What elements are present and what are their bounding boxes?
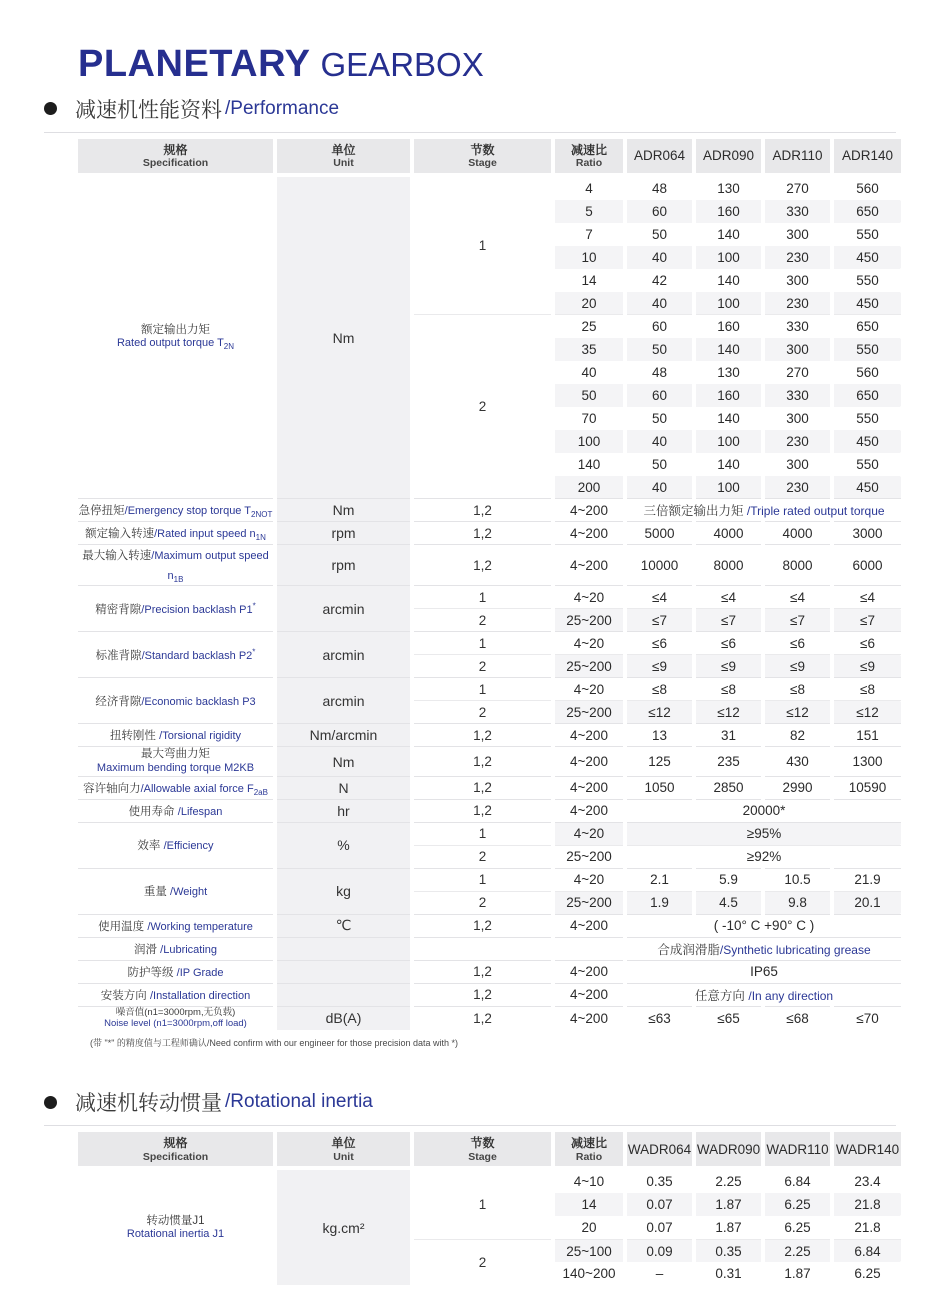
value-cell: 1.87 bbox=[694, 1216, 763, 1239]
ratio-cell: 4~10 bbox=[553, 1170, 625, 1193]
stage-cell: 1,2 bbox=[412, 724, 553, 747]
value-cell: 0.31 bbox=[694, 1262, 763, 1285]
stage-cell: 2 bbox=[412, 891, 553, 914]
ratio-cell: 200 bbox=[553, 476, 625, 499]
value-cell: 140 bbox=[694, 269, 763, 292]
datasheet-page bbox=[0, 44, 940, 1290]
value-cell: 21.9 bbox=[832, 868, 901, 891]
spec-label: 防护等级 /IP Grade bbox=[78, 960, 275, 983]
value-cell: 270 bbox=[763, 177, 832, 200]
ratio-cell: 25~200 bbox=[553, 891, 625, 914]
value-cell: ≤4 bbox=[625, 586, 694, 609]
ratio-cell: 40 bbox=[553, 361, 625, 384]
unit-cell: Nm/arcmin bbox=[275, 724, 412, 747]
value-cell: 450 bbox=[832, 476, 901, 499]
unit-cell: Nm bbox=[275, 499, 412, 522]
spec-label: 噪音值(n1=3000rpm,无负载) Noise level (n1=3000rpm,off load) bbox=[78, 1006, 275, 1030]
value-cell: 100 bbox=[694, 292, 763, 315]
ratio-cell: 4~20 bbox=[553, 632, 625, 655]
table-row bbox=[78, 776, 901, 799]
value-cell: 50 bbox=[625, 407, 694, 430]
spec-label: 效率 /Efficiency bbox=[78, 822, 275, 868]
stage-cell: 2 bbox=[412, 845, 553, 868]
section-title-zh: 减速机转动惯量 bbox=[75, 1092, 222, 1116]
value-cell: 160 bbox=[694, 315, 763, 338]
ratio-cell: 140~200 bbox=[553, 1262, 625, 1285]
spec-label: 最大弯曲力矩 Maximum bending torque M2KB bbox=[78, 747, 275, 776]
table-row bbox=[78, 983, 901, 1006]
ratio-cell: 4~200 bbox=[553, 499, 625, 522]
ratio-cell: 4~200 bbox=[553, 776, 625, 799]
stage-cell: 1,2 bbox=[412, 983, 553, 1006]
unit-cell: % bbox=[275, 822, 412, 868]
value-cell: ≤4 bbox=[763, 586, 832, 609]
value-cell: 10590 bbox=[832, 776, 901, 799]
stage-cell: 2 bbox=[412, 655, 553, 678]
table-row bbox=[78, 1170, 901, 1193]
ratio-cell: 4~200 bbox=[553, 1006, 625, 1030]
table-row bbox=[78, 545, 901, 586]
unit-cell: arcmin bbox=[275, 632, 412, 678]
value-cell: 1300 bbox=[832, 747, 901, 776]
ratio-cell: 140 bbox=[553, 453, 625, 476]
value-cell: 5000 bbox=[625, 522, 694, 545]
value-cell: ≤8 bbox=[832, 678, 901, 701]
spec-label: 重量 /Weight bbox=[78, 868, 275, 914]
span-value-cell: 任意方向 /In any direction bbox=[625, 983, 901, 1006]
value-cell: ≤7 bbox=[625, 609, 694, 632]
value-cell: 2990 bbox=[763, 776, 832, 799]
bullet-icon bbox=[44, 102, 57, 115]
value-cell: 100 bbox=[694, 430, 763, 453]
value-cell: 2.25 bbox=[763, 1239, 832, 1262]
value-cell: 160 bbox=[694, 384, 763, 407]
ratio-cell: 4~200 bbox=[553, 960, 625, 983]
value-cell: 60 bbox=[625, 315, 694, 338]
value-cell: 8000 bbox=[763, 545, 832, 586]
value-cell: 40 bbox=[625, 476, 694, 499]
value-cell: 2.25 bbox=[694, 1170, 763, 1193]
value-cell: 2850 bbox=[694, 776, 763, 799]
span-value-cell: IP65 bbox=[625, 960, 901, 983]
precision-footnote: (带 "*" 的精度值与工程师确认/Need confirm with our engineer for those precision data with *) bbox=[90, 1038, 459, 1049]
value-cell: 151 bbox=[832, 724, 901, 747]
unit-cell: kg bbox=[275, 868, 412, 914]
value-cell: 230 bbox=[763, 430, 832, 453]
value-cell: 330 bbox=[763, 200, 832, 223]
stage-cell: 2 bbox=[412, 609, 553, 632]
ratio-cell: 25~200 bbox=[553, 845, 625, 868]
value-cell: 31 bbox=[694, 724, 763, 747]
table-row bbox=[78, 632, 901, 655]
value-cell: ≤6 bbox=[694, 632, 763, 655]
value-cell: 60 bbox=[625, 200, 694, 223]
section-title-en: /Rotational inertia bbox=[225, 1091, 373, 1113]
value-cell: ≤7 bbox=[832, 609, 901, 632]
value-cell: 40 bbox=[625, 292, 694, 315]
value-cell: 270 bbox=[763, 361, 832, 384]
value-cell: ≤12 bbox=[694, 701, 763, 724]
spec-label: 安装方向 /Installation direction bbox=[78, 983, 275, 1006]
stage-cell bbox=[412, 937, 553, 960]
span-value-cell: 20000* bbox=[625, 799, 901, 822]
value-cell: ≤70 bbox=[832, 1006, 901, 1030]
ratio-cell: 4~200 bbox=[553, 724, 625, 747]
stage-cell: 1,2 bbox=[412, 1006, 553, 1030]
unit-cell: arcmin bbox=[275, 586, 412, 632]
value-cell: 550 bbox=[832, 338, 901, 361]
value-cell: 6.84 bbox=[832, 1239, 901, 1262]
value-cell: 6000 bbox=[832, 545, 901, 586]
value-cell: 8000 bbox=[694, 545, 763, 586]
spec-label: 额定输出力矩 Rated output torque $T_{2N}$ bbox=[78, 177, 275, 499]
value-cell: 6.25 bbox=[832, 1262, 901, 1285]
value-cell: 3000 bbox=[832, 522, 901, 545]
value-cell: 10000 bbox=[625, 545, 694, 586]
brand-title bbox=[78, 44, 940, 86]
stage-cell: 1 bbox=[412, 822, 553, 845]
value-cell: 330 bbox=[763, 384, 832, 407]
spec-label: 容许轴向力/Allowable axial force $F_{2aB}$ bbox=[78, 776, 275, 799]
value-cell: ≤6 bbox=[625, 632, 694, 655]
ratio-cell: 50 bbox=[553, 384, 625, 407]
brand-title-gearbox: GEARBOX bbox=[320, 46, 484, 83]
value-cell: 550 bbox=[832, 223, 901, 246]
header-model: WADR064 bbox=[625, 1132, 694, 1166]
stage-cell: 1,2 bbox=[412, 914, 553, 937]
value-cell: 2.1 bbox=[625, 868, 694, 891]
unit-cell: arcmin bbox=[275, 678, 412, 724]
value-cell: 300 bbox=[763, 223, 832, 246]
value-cell: ≤8 bbox=[694, 678, 763, 701]
span-value-cell: ≥92% bbox=[625, 845, 901, 868]
spec-label: 经济背隙/Economic backlash P3 bbox=[78, 678, 275, 724]
value-cell: 10.5 bbox=[763, 868, 832, 891]
value-cell: 13 bbox=[625, 724, 694, 747]
stage-cell: 2 bbox=[412, 1239, 553, 1285]
spec-label: 润滑 /Lubricating bbox=[78, 937, 275, 960]
rotational-inertia-table bbox=[78, 1132, 901, 1285]
value-cell: 40 bbox=[625, 246, 694, 269]
value-cell: 0.09 bbox=[625, 1239, 694, 1262]
header-ratio: 减速比 Ratio bbox=[553, 139, 625, 173]
table-row bbox=[78, 747, 901, 776]
value-cell: 450 bbox=[832, 430, 901, 453]
value-cell: 0.07 bbox=[625, 1193, 694, 1216]
value-cell: 300 bbox=[763, 338, 832, 361]
value-cell: 48 bbox=[625, 177, 694, 200]
header-unit: 单位 Unit bbox=[275, 1132, 412, 1166]
header-spec: 规格 Specification bbox=[78, 139, 275, 173]
table-header-row bbox=[78, 139, 901, 173]
bullet-icon bbox=[44, 1096, 57, 1109]
brand-title-planetary: PLANETARY bbox=[78, 43, 311, 85]
header-ratio: 减速比 Ratio bbox=[553, 1132, 625, 1166]
value-cell: 6.25 bbox=[763, 1216, 832, 1239]
stage-cell: 2 bbox=[412, 315, 553, 499]
unit-cell: rpm bbox=[275, 545, 412, 586]
value-cell: ≤12 bbox=[625, 701, 694, 724]
value-cell: – bbox=[625, 1262, 694, 1285]
value-cell: 650 bbox=[832, 384, 901, 407]
ratio-cell: 25~100 bbox=[553, 1239, 625, 1262]
stage-cell: 1,2 bbox=[412, 747, 553, 776]
value-cell: 550 bbox=[832, 269, 901, 292]
ratio-cell: 4~200 bbox=[553, 799, 625, 822]
ratio-cell: 25 bbox=[553, 315, 625, 338]
stage-cell: 1 bbox=[412, 868, 553, 891]
value-cell: 300 bbox=[763, 453, 832, 476]
ratio-cell: 14 bbox=[553, 1193, 625, 1216]
table-row bbox=[78, 1006, 901, 1030]
table-row bbox=[78, 799, 901, 822]
value-cell: ≤6 bbox=[763, 632, 832, 655]
unit-cell bbox=[275, 937, 412, 960]
span-value-cell: 三倍额定输出力矩 /Triple rated output torque bbox=[625, 499, 901, 522]
value-cell: 160 bbox=[694, 200, 763, 223]
value-cell: ≤12 bbox=[832, 701, 901, 724]
value-cell: 650 bbox=[832, 200, 901, 223]
ratio-cell: 100 bbox=[553, 430, 625, 453]
value-cell: ≤63 bbox=[625, 1006, 694, 1030]
value-cell: 650 bbox=[832, 315, 901, 338]
stage-cell: 1 bbox=[412, 177, 553, 315]
spec-label: 扭转刚性 /Torsional rigidity bbox=[78, 724, 275, 747]
value-cell: ≤6 bbox=[832, 632, 901, 655]
header-model: ADR140 bbox=[832, 139, 901, 173]
table-row bbox=[78, 822, 901, 845]
value-cell: 5.9 bbox=[694, 868, 763, 891]
value-cell: 4000 bbox=[763, 522, 832, 545]
stage-cell: 1 bbox=[412, 632, 553, 655]
unit-cell: kg.cm² bbox=[275, 1170, 412, 1285]
value-cell: 82 bbox=[763, 724, 832, 747]
value-cell: 50 bbox=[625, 453, 694, 476]
table-row bbox=[78, 499, 901, 522]
table-row bbox=[78, 724, 901, 747]
span-value-cell: ( -10° C +90° C ) bbox=[625, 914, 901, 937]
value-cell: ≤8 bbox=[763, 678, 832, 701]
value-cell: ≤7 bbox=[763, 609, 832, 632]
unit-cell: Nm bbox=[275, 747, 412, 776]
value-cell: 140 bbox=[694, 223, 763, 246]
stage-cell: 1 bbox=[412, 586, 553, 609]
value-cell: 560 bbox=[832, 361, 901, 384]
value-cell: 330 bbox=[763, 315, 832, 338]
value-cell: 450 bbox=[832, 292, 901, 315]
value-cell: 6.25 bbox=[763, 1193, 832, 1216]
value-cell: ≤9 bbox=[694, 655, 763, 678]
value-cell: 1.87 bbox=[763, 1262, 832, 1285]
value-cell: ≤12 bbox=[763, 701, 832, 724]
table-row bbox=[78, 914, 901, 937]
value-cell: ≤9 bbox=[832, 655, 901, 678]
spec-label: 转动惯量J1 Rotational inertia J1 bbox=[78, 1170, 275, 1285]
value-cell: 42 bbox=[625, 269, 694, 292]
unit-cell: Nm bbox=[275, 177, 412, 499]
value-cell: 560 bbox=[832, 177, 901, 200]
value-cell: 60 bbox=[625, 384, 694, 407]
value-cell: 21.8 bbox=[832, 1193, 901, 1216]
header-model: WADR090 bbox=[694, 1132, 763, 1166]
ratio-cell: 25~200 bbox=[553, 609, 625, 632]
value-cell: ≤4 bbox=[832, 586, 901, 609]
value-cell: ≤7 bbox=[694, 609, 763, 632]
header-unit: 单位 Unit bbox=[275, 139, 412, 173]
ratio-cell: 7 bbox=[553, 223, 625, 246]
value-cell: 4.5 bbox=[694, 891, 763, 914]
stage-cell: 2 bbox=[412, 701, 553, 724]
spec-label: 急停扭矩/Emergency stop torque $T_{2NOT}$ bbox=[78, 499, 275, 522]
value-cell: 230 bbox=[763, 292, 832, 315]
value-cell: 50 bbox=[625, 223, 694, 246]
stage-cell: 1,2 bbox=[412, 545, 553, 586]
value-cell: 1.87 bbox=[694, 1193, 763, 1216]
spec-label: 额定输入转速/Rated input speed $n_{1N}$ bbox=[78, 522, 275, 545]
ratio-cell bbox=[553, 937, 625, 960]
unit-cell: N bbox=[275, 776, 412, 799]
spec-label: 标准背隙/Standard backlash P2* bbox=[78, 632, 275, 678]
ratio-cell: 4~20 bbox=[553, 678, 625, 701]
value-cell: 300 bbox=[763, 269, 832, 292]
table-row bbox=[78, 522, 901, 545]
value-cell: 140 bbox=[694, 407, 763, 430]
performance-table-container bbox=[78, 139, 940, 1031]
value-cell: 23.4 bbox=[832, 1170, 901, 1193]
ratio-cell: 4~20 bbox=[553, 586, 625, 609]
value-cell: 140 bbox=[694, 338, 763, 361]
value-cell: 140 bbox=[694, 453, 763, 476]
value-cell: 100 bbox=[694, 246, 763, 269]
ratio-cell: 35 bbox=[553, 338, 625, 361]
ratio-cell: 4 bbox=[553, 177, 625, 200]
value-cell: ≤68 bbox=[763, 1006, 832, 1030]
value-cell: 21.8 bbox=[832, 1216, 901, 1239]
header-model: ADR090 bbox=[694, 139, 763, 173]
value-cell: 300 bbox=[763, 407, 832, 430]
table-row bbox=[78, 937, 901, 960]
value-cell: 20.1 bbox=[832, 891, 901, 914]
value-cell: 550 bbox=[832, 407, 901, 430]
value-cell: ≤4 bbox=[694, 586, 763, 609]
ratio-cell: 4~200 bbox=[553, 747, 625, 776]
value-cell: 230 bbox=[763, 476, 832, 499]
value-cell: 6.84 bbox=[763, 1170, 832, 1193]
ratio-cell: 25~200 bbox=[553, 655, 625, 678]
value-cell: ≤65 bbox=[694, 1006, 763, 1030]
value-cell: 1.9 bbox=[625, 891, 694, 914]
span-value-cell: 合成润滑脂/Synthetic lubricating grease bbox=[625, 937, 901, 960]
ratio-cell: 5 bbox=[553, 200, 625, 223]
value-cell: 550 bbox=[832, 453, 901, 476]
section-header-performance bbox=[44, 94, 896, 133]
ratio-cell: 25~200 bbox=[553, 701, 625, 724]
spec-label: 使用温度 /Working temperature bbox=[78, 914, 275, 937]
value-cell: 130 bbox=[694, 361, 763, 384]
section-title-zh: 减速机性能资料 bbox=[75, 98, 222, 122]
value-cell: 230 bbox=[763, 246, 832, 269]
header-stage: 节数 Stage bbox=[412, 139, 553, 173]
value-cell: 4000 bbox=[694, 522, 763, 545]
table-row bbox=[78, 868, 901, 891]
ratio-cell: 10 bbox=[553, 246, 625, 269]
ratio-cell: 4~200 bbox=[553, 545, 625, 586]
section-header-rotational-inertia bbox=[44, 1087, 896, 1126]
stage-cell: 1 bbox=[412, 1170, 553, 1239]
ratio-cell: 20 bbox=[553, 1216, 625, 1239]
table-header-row bbox=[78, 1132, 901, 1166]
section-title-en: /Performance bbox=[225, 97, 340, 119]
value-cell: 50 bbox=[625, 338, 694, 361]
value-cell: ≤8 bbox=[625, 678, 694, 701]
stage-cell: 1,2 bbox=[412, 776, 553, 799]
ratio-cell: 70 bbox=[553, 407, 625, 430]
value-cell: 0.35 bbox=[625, 1170, 694, 1193]
span-value-cell: ≥95% bbox=[625, 822, 901, 845]
value-cell: ≤9 bbox=[625, 655, 694, 678]
table-row bbox=[78, 960, 901, 983]
header-model: WADR140 bbox=[832, 1132, 901, 1166]
value-cell: 48 bbox=[625, 361, 694, 384]
value-cell: 130 bbox=[694, 177, 763, 200]
ratio-cell: 4~200 bbox=[553, 522, 625, 545]
ratio-cell: 20 bbox=[553, 292, 625, 315]
ratio-cell: 4~200 bbox=[553, 983, 625, 1006]
value-cell: 40 bbox=[625, 430, 694, 453]
value-cell: ≤9 bbox=[763, 655, 832, 678]
ratio-cell: 4~20 bbox=[553, 868, 625, 891]
ratio-cell: 14 bbox=[553, 269, 625, 292]
ratio-cell: 4~20 bbox=[553, 822, 625, 845]
ratio-cell: 4~200 bbox=[553, 914, 625, 937]
header-stage: 节数 Stage bbox=[412, 1132, 553, 1166]
rotational-inertia-table-container bbox=[78, 1132, 940, 1285]
unit-cell bbox=[275, 960, 412, 983]
stage-cell: 1,2 bbox=[412, 799, 553, 822]
performance-table bbox=[78, 139, 901, 1031]
value-cell: 9.8 bbox=[763, 891, 832, 914]
value-cell: 430 bbox=[763, 747, 832, 776]
table-row bbox=[78, 177, 901, 200]
value-cell: 235 bbox=[694, 747, 763, 776]
header-model: ADR110 bbox=[763, 139, 832, 173]
stage-cell: 1,2 bbox=[412, 499, 553, 522]
spec-label: 使用寿命 /Lifespan bbox=[78, 799, 275, 822]
table-row bbox=[78, 678, 901, 701]
spec-label: 精密背隙/Precision backlash P1* bbox=[78, 586, 275, 632]
value-cell: 450 bbox=[832, 246, 901, 269]
header-model: ADR064 bbox=[625, 139, 694, 173]
unit-cell: ℃ bbox=[275, 914, 412, 937]
unit-cell: hr bbox=[275, 799, 412, 822]
unit-cell: dB(A) bbox=[275, 1006, 412, 1030]
unit-cell: rpm bbox=[275, 522, 412, 545]
value-cell: 0.07 bbox=[625, 1216, 694, 1239]
unit-cell bbox=[275, 983, 412, 1006]
stage-cell: 1,2 bbox=[412, 960, 553, 983]
value-cell: 1050 bbox=[625, 776, 694, 799]
value-cell: 0.35 bbox=[694, 1239, 763, 1262]
header-model: WADR110 bbox=[763, 1132, 832, 1166]
stage-cell: 1 bbox=[412, 678, 553, 701]
value-cell: 125 bbox=[625, 747, 694, 776]
stage-cell: 1,2 bbox=[412, 522, 553, 545]
value-cell: 100 bbox=[694, 476, 763, 499]
header-spec: 规格 Specification bbox=[78, 1132, 275, 1166]
table-row bbox=[78, 586, 901, 609]
spec-label: 最大输入转速/Maximum output speed $n_{1B}$ bbox=[78, 545, 275, 586]
